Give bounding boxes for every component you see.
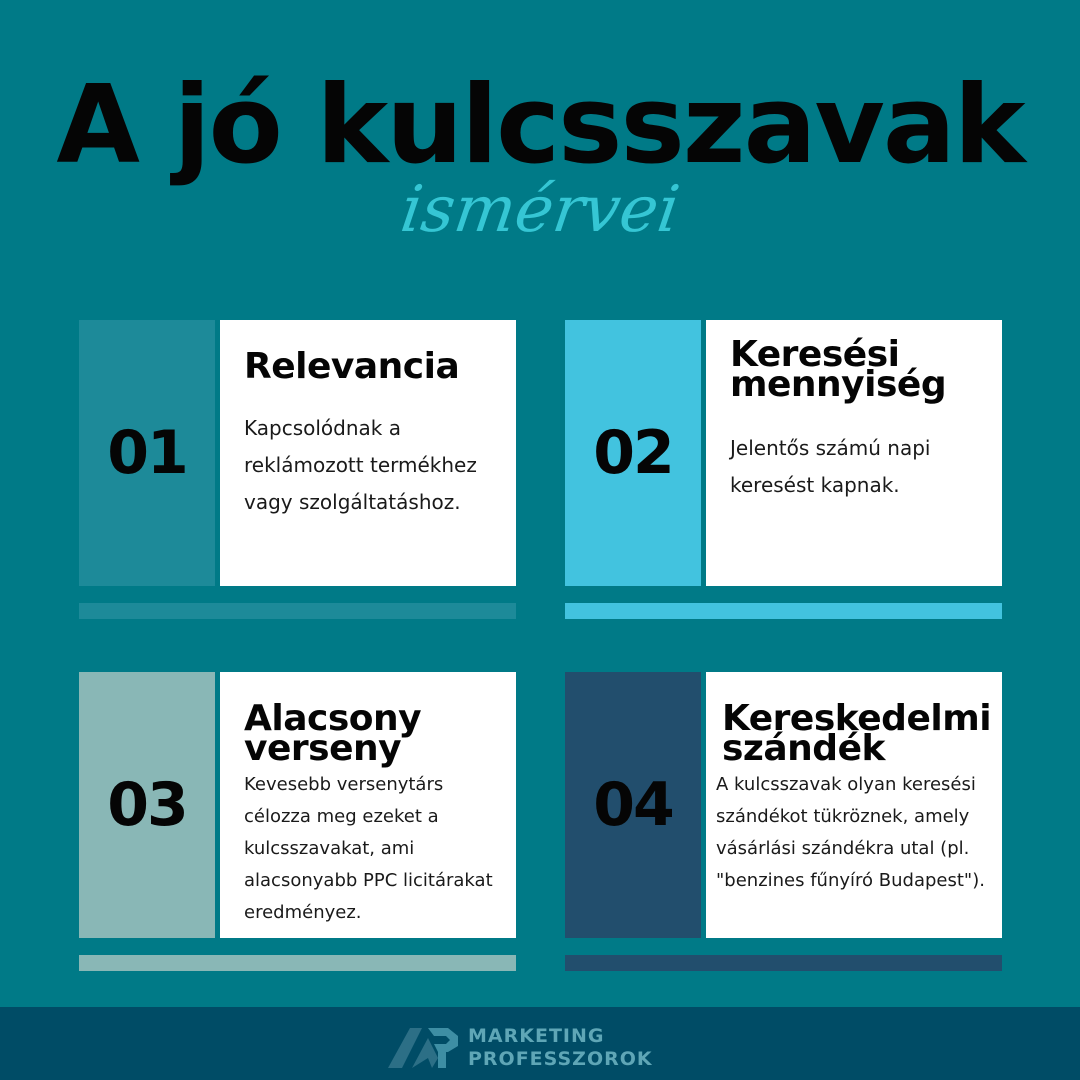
card-underline-bar bbox=[565, 955, 1002, 971]
card-alacsony-verseny bbox=[79, 672, 516, 938]
page-title: A jó kulcsszavak bbox=[56, 63, 1024, 188]
brand-line-2: PROFESSZOROK bbox=[468, 1048, 653, 1070]
card-number: 02 bbox=[593, 418, 673, 488]
page-subtitle: ismérvei bbox=[396, 173, 684, 247]
brand-line-1: MARKETING bbox=[468, 1025, 605, 1047]
card-heading: Keresési mennyiség bbox=[730, 334, 947, 405]
card-text: A kulcsszavak olyan keresési szándékot tükröznek, amely vásárlási szándékra utal (pl. "benzines fűnyíró Budapest"). bbox=[716, 774, 985, 891]
card-content bbox=[220, 320, 516, 586]
card-content bbox=[220, 672, 516, 938]
card-heading: Kereskedelmi szándék bbox=[722, 698, 992, 769]
card-kereskedelmi-szandek bbox=[565, 672, 1002, 938]
card-relevancia bbox=[79, 320, 516, 586]
brand-logo-icon bbox=[388, 1022, 468, 1070]
card-text: Jelentős számú napi keresést kapnak. bbox=[730, 436, 931, 497]
card-keresesi-mennyiseg bbox=[565, 320, 1002, 586]
card-underline-bar bbox=[565, 603, 1002, 619]
card-number-block bbox=[79, 320, 215, 586]
brand-name bbox=[468, 1025, 653, 1071]
card-underline-bar bbox=[79, 955, 516, 971]
card-number-block bbox=[565, 672, 701, 938]
card-heading: Relevancia bbox=[244, 346, 460, 387]
card-number: 04 bbox=[593, 770, 673, 840]
card-number: 01 bbox=[107, 418, 187, 488]
card-content bbox=[706, 672, 1002, 938]
card-heading: Alacsony verseny bbox=[244, 698, 422, 769]
card-number-block bbox=[79, 672, 215, 938]
card-text: Kapcsolódnak a reklámozott termékhez vagy szolgáltatáshoz. bbox=[244, 416, 477, 514]
card-text: Kevesebb versenytárs célozza meg ezeket a kulcsszavakat, ami alacsonyabb PPC licitárakat eredményez. bbox=[244, 774, 493, 923]
card-number-block bbox=[565, 320, 701, 586]
card-number: 03 bbox=[107, 770, 187, 840]
card-underline-bar bbox=[79, 603, 516, 619]
card-content bbox=[706, 320, 1002, 586]
